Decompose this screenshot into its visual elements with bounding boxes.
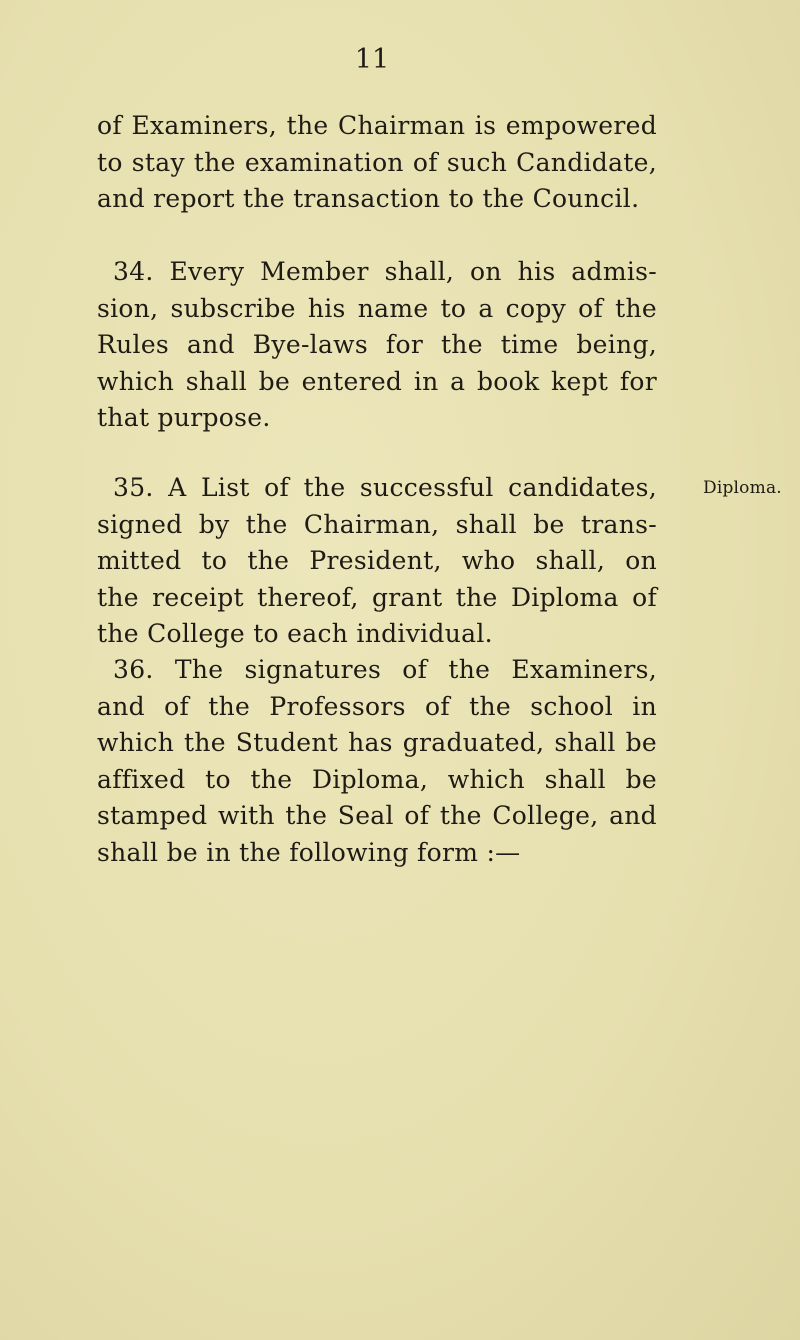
text-line: 34. Every Member shall, on his admis-: [113, 257, 657, 286]
paragraph-continuation: [97, 108, 657, 218]
text-line: affixed to the Diploma, which shall be: [97, 764, 657, 794]
text-line: to stay the examination of such Candidate,: [97, 147, 657, 177]
text-line: that purpose.: [97, 403, 271, 432]
text-line: 36. The signatures of the Examiners,: [113, 655, 657, 684]
text-line: stamped with the Seal of the College, and: [97, 801, 657, 830]
text-line: Rules and Bye-laws for the time being,: [97, 330, 657, 359]
text-line: shall be in the following form :—: [97, 837, 521, 867]
text-line: mitted to the President, who shall, on: [97, 546, 657, 575]
text-line: the receipt thereof, grant the Diploma of: [97, 582, 657, 612]
margin-note: Diploma.: [703, 478, 782, 498]
page-number: 11: [354, 44, 390, 75]
text-line: and of the Professors of the school in: [97, 691, 657, 721]
text-line: of Examiners, the Chairman is empowered: [97, 111, 657, 140]
text-line: sion, subscribe his name to a copy of the: [97, 293, 657, 323]
text-line: which shall be entered in a book kept for: [97, 366, 657, 396]
text-line: and report the transaction to the Council.: [97, 184, 640, 213]
text-line: which the Student has graduated, shall be: [97, 728, 657, 757]
text-line: the College to each individual.: [97, 619, 493, 648]
paragraph-34: [97, 254, 657, 437]
paragraph-35: [97, 470, 657, 653]
text-line: 35. A List of the successful candidates,: [113, 473, 657, 502]
paragraph-36: [97, 652, 657, 871]
text-line: signed by the Chairman, shall be trans-: [97, 509, 657, 539]
